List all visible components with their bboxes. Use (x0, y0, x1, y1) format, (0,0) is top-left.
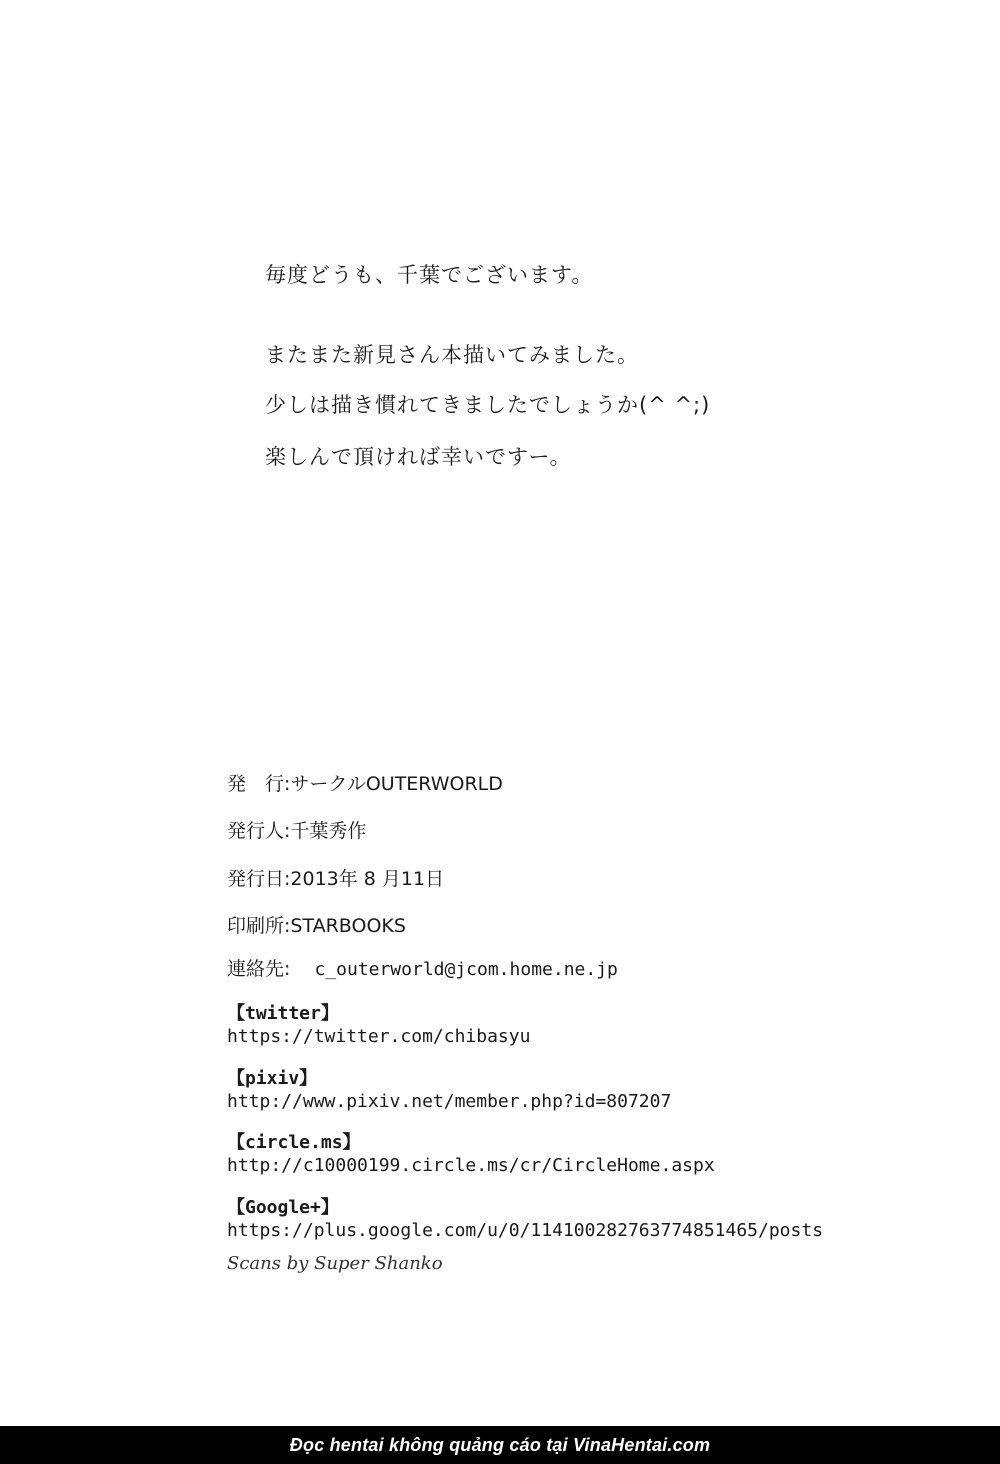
google-plus-link-block (227, 1197, 823, 1243)
afterword-line-2: またまた新見さん本描いてみました。 (265, 343, 639, 367)
circle-ms-url[interactable]: http://c10000199.circle.ms/cr/CircleHome.aspx (227, 1155, 715, 1176)
pixiv-link-block (227, 1068, 671, 1114)
twitter-heading: 【twitter】 (227, 1003, 339, 1024)
google-plus-url[interactable]: https://plus.google.com/u/0/114100282763774851465/posts (227, 1220, 824, 1241)
footer-text[interactable]: Đọc hentai không quảng cáo tại VinaHentai.com (289, 1434, 711, 1455)
publish-date-line: 発行日:2013年 8 月11日 (227, 868, 445, 890)
pixiv-url[interactable]: http://www.pixiv.net/member.php?id=807207 (227, 1091, 672, 1112)
contact-line (227, 960, 618, 979)
contact-label: 連絡先: (227, 958, 291, 980)
afterword-line-1: 毎度どうも、千葉でございます。 (265, 263, 594, 287)
printer-line: 印刷所:STARBOOKS (227, 915, 406, 937)
scan-credit: Scans by Super Shanko (227, 1253, 443, 1274)
circle-ms-link-block (227, 1132, 715, 1178)
contact-email[interactable]: c_outerworld@jcom.home.ne.jp (314, 959, 618, 980)
twitter-link-block (227, 1003, 530, 1049)
afterword-line-3: 少しは描き慣れてきましたでしょうか(^ ^;) (265, 393, 711, 417)
author-line: 発行人:千葉秀作 (227, 820, 367, 842)
footer-banner[interactable] (0, 1426, 1000, 1464)
pixiv-heading: 【pixiv】 (227, 1068, 318, 1089)
google-plus-heading: 【Google+】 (227, 1197, 339, 1218)
twitter-url[interactable]: https://twitter.com/chibasyu (227, 1026, 531, 1047)
afterword-line-4: 楽しんで頂ければ幸いですー。 (265, 445, 572, 469)
publisher-line: 発 行:サークルOUTERWORLD (227, 773, 503, 795)
circle-ms-heading: 【circle.ms】 (227, 1132, 361, 1153)
